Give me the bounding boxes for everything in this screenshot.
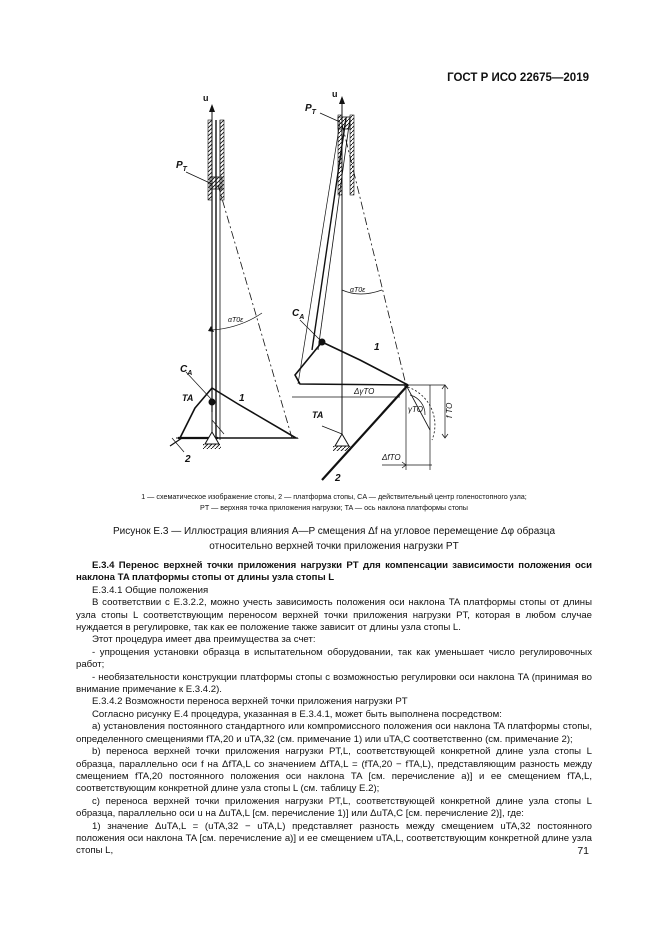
alpha-label-left: αT0ε bbox=[228, 317, 244, 324]
item-1-right: 1 bbox=[374, 342, 380, 353]
gamma-label: γTO bbox=[408, 405, 423, 414]
pt-label-left: $P_T$ bbox=[176, 160, 187, 173]
figure-e3 bbox=[150, 82, 454, 484]
load-point-block-right bbox=[338, 117, 350, 129]
ca-label-left: $C_A$ bbox=[180, 364, 193, 377]
alpha-label-right: αT0ε bbox=[350, 287, 366, 294]
figure-caption bbox=[84, 524, 584, 554]
platform-right bbox=[322, 385, 408, 480]
caption-line-1: Рисунок Е.3 — Иллюстрация влияния A—P смещения Δf на угловое перемещение Δφ образца bbox=[112, 526, 556, 537]
u-label-left: u bbox=[203, 93, 209, 103]
paragraph: - упрощения установки образца в испытательном оборудовании, так как уменьшает число регулировочных работ; bbox=[76, 646, 592, 671]
caption-line-2: относительно верхней точки приложения нагрузки PT bbox=[209, 541, 459, 552]
right-diagram bbox=[292, 96, 448, 480]
load-point-block-left bbox=[210, 177, 222, 189]
paragraph: с) переноса верхней точки приложения нагрузки PT,L, соответствующей конкретной длине узла стопы L образца, параллельно оси u на ΔuTA,L [см. перечисление 1)] или ΔuTA,C [см. перечисление 2)], где: bbox=[76, 795, 592, 820]
pt-label-right: $P_T$ bbox=[305, 103, 316, 116]
section-heading: Е.3.4 Перенос верхней точки приложения нагрузки PT для компенсации зависимости положения оси наклона TA платформы стопы от длины узла стопы L bbox=[76, 560, 592, 584]
pylon-right bbox=[312, 118, 346, 350]
paragraph: Е.3.4.2 Возможности переноса верхней точки приложения нагрузки PT bbox=[92, 696, 408, 708]
delta-gamma-label: ΔγTO bbox=[354, 387, 375, 396]
load-line-left bbox=[218, 185, 292, 438]
foot-outline-left bbox=[180, 388, 296, 438]
item-1-left: 1 bbox=[239, 393, 245, 404]
ca-label-right: $C_A$ bbox=[292, 308, 305, 321]
document-code: ГОСТ Р ИСО 22675—2019 bbox=[447, 72, 589, 84]
paragraph: Е.3.4.1 Общие положения bbox=[92, 584, 209, 596]
paragraph: В соответствии с Е.3.2.2, можно учесть зависимость положения оси наклона TA платформы стопы от длины узла стопы L соответствующим переносом верхней точки приложения нагрузки PT, которая в любом случае нуждается в регулировке, так как ее положение также зависит от длины узла стопы L. bbox=[76, 597, 592, 634]
paragraph: - необязательности конструкции платформы стопы с возможностью регулировки оси наклона TA (принимая во внимание примечание к Е.3.4.2). bbox=[76, 671, 592, 696]
paragraph: b) переноса верхней точки приложения нагрузки PT,L, соответствующей конкретной длине узла стопы L образца, параллельно оси f на ΔfTA,L со значением ΔfTA,L = (fTA,20 − fTA,L), представляющим разность между смещением fTA,20 постоянного положения оси наклона TA [см. перечисление а)] и ее смещением fTA,L, соответствующим конкретной длине узла стопы L (см. таблицу Е.2); bbox=[76, 746, 592, 795]
page-number: 71 bbox=[577, 845, 589, 857]
item-2-left: 2 bbox=[185, 454, 191, 465]
u-axis-arrow-right bbox=[339, 96, 345, 104]
ta-label-right: TA bbox=[312, 410, 324, 420]
item-2-right: 2 bbox=[335, 473, 341, 484]
fto-label: f TO bbox=[445, 402, 454, 418]
paragraph: Этот процедура имеет два преимущества за счет: bbox=[92, 634, 316, 646]
legend-line-2: PT — верхняя точка приложения нагрузки; TA — ось наклона платформы стопы bbox=[200, 503, 468, 512]
paragraph: Согласно рисунку Е.4 процедура, указанная в Е.3.4.1, может быть выполнена посредством: bbox=[92, 708, 502, 720]
ankle-center-left bbox=[209, 399, 215, 405]
body-text bbox=[76, 560, 592, 858]
paragraph: а) установления постоянного стандартного или компромиссного положения оси наклона TA платформы стопы, определенного смещениями fTA,20 и uTA,32 (см. примечание 1) или uTA,C соответственно (см. примечание 2); bbox=[76, 721, 592, 745]
ta-label-left: TA bbox=[182, 393, 194, 403]
legend-line-1: 1 — схематическое изображение стопы, 2 — платформа стопы, CA — действительный центр голеностопного узла; bbox=[141, 492, 527, 501]
u-label-right: u bbox=[332, 89, 338, 99]
delta-f-label: ΔfTO bbox=[382, 453, 401, 462]
paragraph: 1) значение ΔuTA,L = (uTA,32 − uTA,L) представляет разность между смещением uTA,32 постоянного положения оси наклона TA [см. перечисление а)] и ее смещением uTA,L, соответствующим конкретной длине узла стопы L, bbox=[76, 820, 592, 857]
u-axis-arrow-left bbox=[209, 104, 215, 112]
figure-legend bbox=[76, 491, 592, 513]
